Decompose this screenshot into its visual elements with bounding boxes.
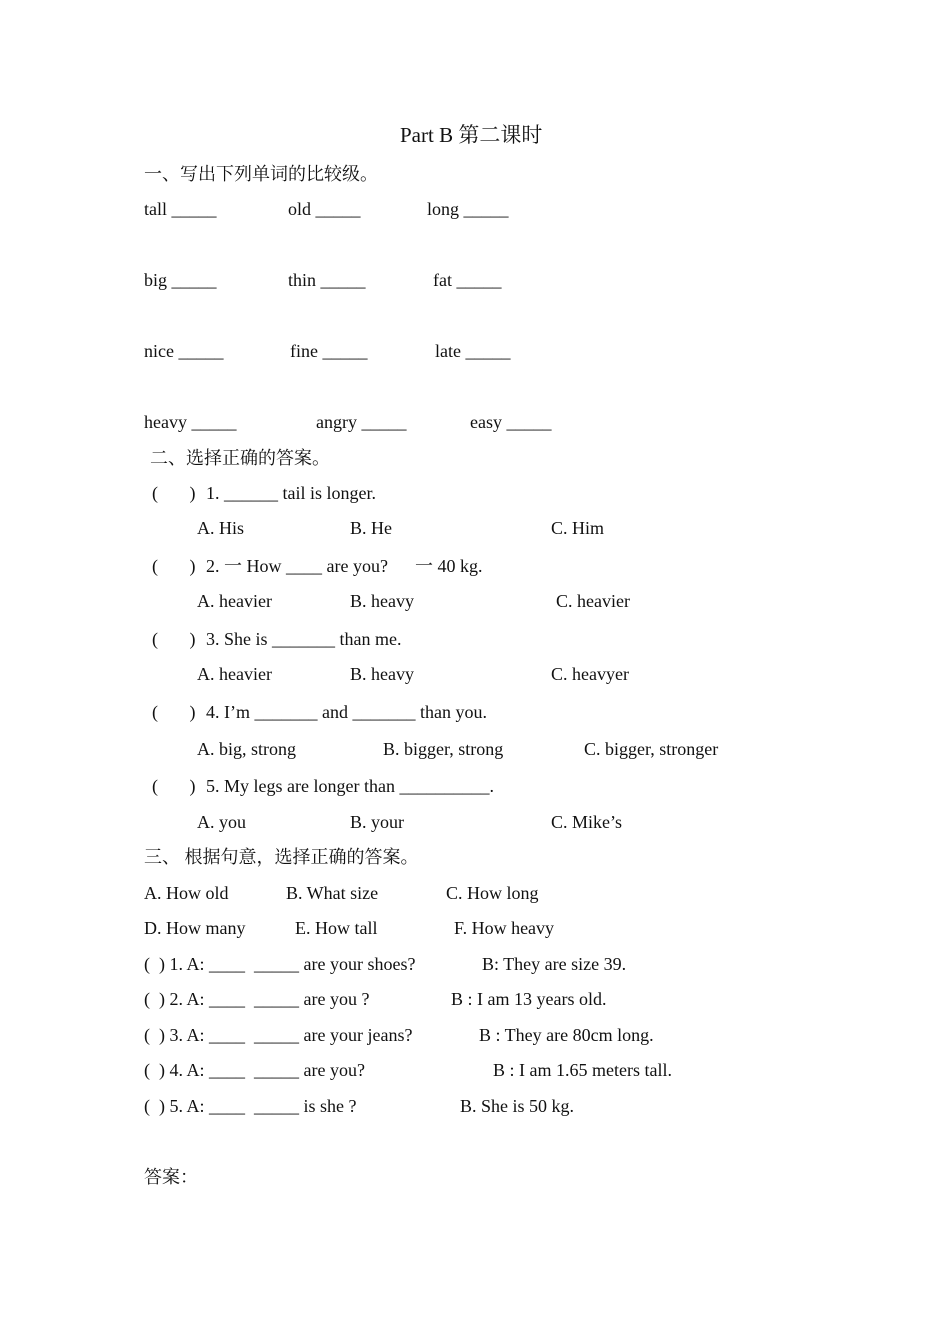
page-title: Part B 第二课时 (400, 123, 543, 147)
section-3-heading: 三、 根据句意，选择正确的答案。 (144, 847, 419, 867)
word-blank: big _____ (144, 270, 217, 290)
dialogue-answer: B: They are size 39. (482, 954, 627, 974)
option: C. bigger, stronger (584, 739, 719, 759)
word-blank: tall _____ (144, 199, 217, 219)
dialogue-answer: B : I am 1.65 meters tall. (493, 1060, 672, 1080)
choice: E. How tall (295, 918, 378, 938)
answer-paren: ( ) (152, 556, 196, 576)
dialogue-question: ( ) 3. A: ____ _____ are your jeans? (144, 1025, 413, 1045)
option: B. heavy (350, 591, 414, 611)
word-blank: late _____ (435, 341, 511, 361)
option: B. heavy (350, 664, 414, 684)
option: A. big, strong (197, 739, 296, 759)
word-blank: fat _____ (433, 270, 502, 290)
word-blank: angry _____ (316, 412, 407, 432)
question-text: 4. I’m _______ and _______ than you. (206, 702, 487, 722)
option: A. heavier (197, 591, 272, 611)
answer-label: 答案： (144, 1167, 198, 1187)
option: B. bigger, strong (383, 739, 504, 759)
choice: B. What size (286, 883, 379, 903)
question-text: 3. She is _______ than me. (206, 629, 402, 649)
answer-paren: ( ) (152, 483, 196, 503)
answer-paren: ( ) (152, 629, 196, 649)
section-2-heading: 二、选择正确的答案。 (150, 448, 330, 468)
answer-paren: ( ) (152, 776, 196, 796)
option: C. Mike’s (551, 812, 623, 832)
choice: C. How long (446, 883, 539, 903)
word-blank: heavy _____ (144, 412, 237, 432)
option: C. heavier (556, 591, 630, 611)
option: B. He (350, 518, 392, 538)
dialogue-answer: B : They are 80cm long. (479, 1025, 654, 1045)
dialogue-question: ( ) 4. A: ____ _____ are you? (144, 1060, 365, 1080)
option: B. your (350, 812, 404, 832)
dialogue-question: ( ) 1. A: ____ _____ are your shoes? (144, 954, 416, 974)
question-text: 1. ______ tail is longer. (206, 483, 376, 503)
choice: A. How old (144, 883, 229, 903)
option: C. Him (551, 518, 605, 538)
choice: D. How many (144, 918, 246, 938)
choice: F. How heavy (454, 918, 555, 938)
word-blank: easy _____ (470, 412, 552, 432)
dialogue-question: ( ) 2. A: ____ _____ are you ? (144, 989, 370, 1009)
option: C. heavyer (551, 664, 629, 684)
dialogue-question: ( ) 5. A: ____ _____ is she ? (144, 1096, 357, 1116)
word-blank: thin _____ (288, 270, 366, 290)
dialogue-answer: B : I am 13 years old. (451, 989, 607, 1009)
word-blank: long _____ (427, 199, 509, 219)
answer-paren: ( ) (152, 702, 196, 722)
question-text: 2. 一 How ____ are you? 一 40 kg. (206, 556, 483, 576)
question-text: 5. My legs are longer than __________. (206, 776, 494, 796)
option: A. His (197, 518, 245, 538)
word-blank: old _____ (288, 199, 361, 219)
word-blank: fine _____ (290, 341, 368, 361)
option: A. you (197, 812, 246, 832)
dialogue-answer: B. She is 50 kg. (460, 1096, 575, 1116)
word-blank: nice _____ (144, 341, 224, 361)
section-1-heading: 一、写出下列单词的比较级。 (144, 164, 378, 184)
option: A. heavier (197, 664, 272, 684)
